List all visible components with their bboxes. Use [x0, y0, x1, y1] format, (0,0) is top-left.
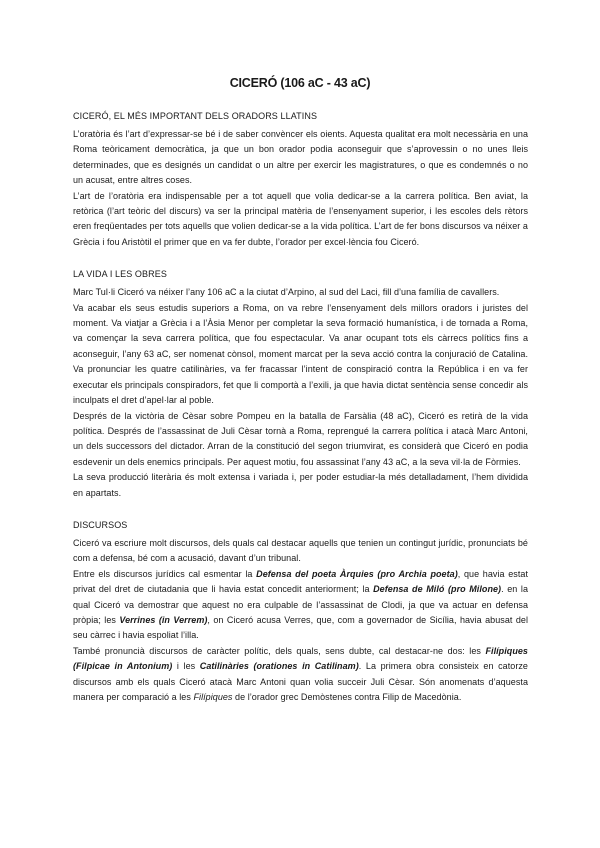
work-title: Defensa del poeta Àrquies (pro Archia poeta)	[256, 568, 458, 579]
text-run: i les	[172, 661, 200, 672]
paragraph: L’oratòria és l’art d’expressar-se bé i de saber convèncer els oients. Aquesta qualitat era molt necessària en una Roma teòricament democràtica, ja que un bon orador podia aconseguir que s’aprovessin o no unes lleis determinades, que es designés un candidat o un altre per exercir les magistratures, o que es condemnés o no un acusat, entre altres coses.	[73, 129, 528, 186]
paragraph-political-speeches	[73, 644, 528, 706]
section-heading-orators: CICERÓ, EL MÉS IMPORTANT DELS ORADORS LLATINS	[73, 111, 318, 121]
text-run: . La primera obra consisteix en catorze discursos amb els quals Ciceró atacà Marc Antoni quan volia succeir Juli Cèsar. Són anomenats d’aquesta manera per comparació a les	[73, 661, 528, 702]
section-heading-speeches: DISCURSOS	[73, 519, 128, 530]
paragraph: Després de la victòria de Cèsar sobre Pompeu en la batalla de Farsàlia (48 aC), Ciceró es retirà de la vida política. Després de l’assassinat de Juli Cèsar tornà a Roma, reprengué la carrera política i atacà Marc Antoni, un dels successors del dictador. Arran de la constitució del segon triumvirat, es considerà que Ciceró en podia esdevenir un dels enemics principals. Per aquest motiu, fou assassinat l’any 43 aC, a la seva vil·la de Fòrmies.	[73, 410, 528, 467]
paragraph: Va acabar els seus estudis superiors a Roma, on va rebre l’ensenyament dels millors oradors i juristes del moment. Va viatjar a Grècia i a l’Àsia Menor per completar la seva formació humanística, i de tornada a Roma, va començar la seva carrera política, que fou espectacular. Va anar ocupant tots els càrrecs polítics fins a aconseguir, l’any 63 aC, ser nomenat cònsol, moment marcat per la seva acció contra la conjuració de Catalina. Va pronunciar les quatre catilinàries, va fer fracassar l’intent de conspiració contra la República i en va fer executar els principals conspiradors, fet que li comportà a l’exili, ja que havia dictat sentència sense concedir als inculpats el dret d’apel·lar al poble.	[73, 302, 528, 406]
paragraph: L’art de l’oratòria era indispensable per a tot aquell que volia dedicar-se a la carrera política. Ben aviat, la retòrica (l’art teòric del discurs) va ser la principal matèria de l’ensenyament superior, i les escoles dels rètors eren freqüentades per tots aquells que volien dedicar-se a la vida política. L’art de fer bons discursos va néixer a Grècia i fou Aristòtil el primer que en va fer dubte, l’orador per excel·lència fou Ciceró.	[73, 190, 528, 247]
document-body	[73, 110, 528, 705]
work-title: Verrines (in Verrem)	[119, 614, 208, 625]
text-run: de l’orador grec Demòstenes contra Filip de Macedònia.	[232, 692, 462, 702]
work-title: Filípiques (Filpicae in Antonium)	[73, 645, 528, 672]
section-heading-life: LA VIDA I LES OBRES	[73, 269, 167, 280]
text-run: Entre els discursos jurídics cal esmentar la	[73, 568, 257, 579]
text-run: També pronuncià discursos de caràcter polític, dels quals, sens dubte, cal destacar-ne dos: les	[73, 645, 486, 656]
paragraph: Ciceró va escriure molt discursos, dels quals cal destacar aquells que tenien un contingut jurídic, pronunciats bé com a defensa, bé com a acusació, davant d’un tribunal.	[73, 537, 528, 564]
paragraph-judicial-speeches	[73, 567, 528, 644]
text-run: , on Ciceró acusa Verres, que, com a governador de Sicília, havia abusat del seu càrrec i havia espoliat l’illa.	[73, 614, 528, 641]
text-run: . en la qual Ciceró va demostrar que aquest no era culpable de l’assassinat de Clodi, ja que va actuar en defensa pròpia; les	[73, 584, 529, 625]
paragraph: Marc Tul·li Ciceró va néixer l’any 106 aC a la ciutat d’Arpino, al sud del Laci, fill d’una família de cavallers.	[73, 287, 500, 298]
work-title: Catilinàries (orationes in Catilinam)	[199, 661, 359, 672]
text-run: , que havia estat privat del dret de ciutadania que li havia estat concedit anteriorment; la	[73, 568, 528, 595]
work-title-italic: Filípiques	[193, 692, 233, 702]
work-title: Defensa de Miló (pro Milone)	[373, 584, 502, 595]
paragraph: La seva producció literària és molt extensa i variada i, per poder estudiar-la més detalladament, l’hem dividida en apartats.	[73, 472, 528, 498]
document-title: CICERÓ (106 aC - 43 aC)	[229, 76, 371, 90]
